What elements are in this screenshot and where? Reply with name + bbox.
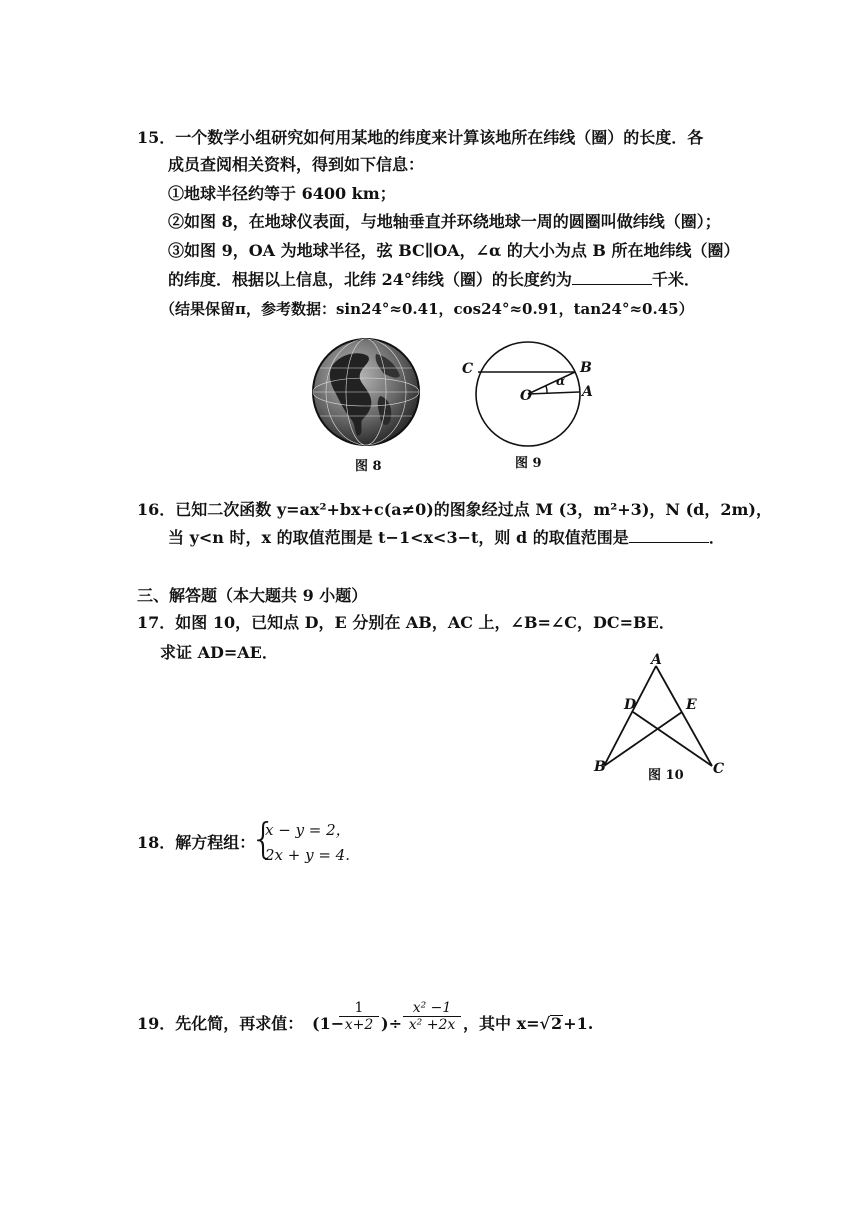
q15-line1: 15．一个数学小组研究如何用某地的纬度来计算该地所在纬线（圈）的长度．各 <box>137 128 704 147</box>
q19-suffix-post: +1. <box>563 1014 594 1033</box>
q18-prefix: 18．解方程组： <box>137 833 256 852</box>
q16-line2-post: ． <box>708 528 725 547</box>
q19-fraction-1 <box>339 1000 379 1033</box>
q16-line1: 16．已知二次函数 y=ax²+bx+c(a≠0)的图象经过点 M (3，m²+3)，N (d，2m)， <box>137 500 772 519</box>
fig9-label-b: B <box>580 360 592 376</box>
fig10-label-a: A <box>651 652 662 668</box>
system-brace: { <box>250 814 277 863</box>
q19-open: (1− <box>312 1014 345 1033</box>
sqrt-sign: √ <box>539 1014 551 1033</box>
fig9-label-a: A <box>582 384 593 400</box>
q19-sqrt-arg: 2 <box>551 1014 563 1033</box>
q15-line6 <box>168 270 700 290</box>
q15-item3: ③如图 9，OA 为地球半径，弦 BC∥OA，∠α 的大小为点 B 所在地纬线（圈） <box>168 241 740 260</box>
q19-frac2-num: x² −1 <box>403 1000 461 1017</box>
q16-answer-blank <box>629 528 709 543</box>
triangle-diagram <box>596 662 720 774</box>
q19-prefix: 19．先化简，再求值： <box>137 1014 304 1033</box>
q16-line2-pre: 当 y<n 时，x 的取值范围是 t−1<x<3−t，则 d 的取值范围是 <box>168 528 629 547</box>
q16-line2 <box>168 528 725 548</box>
globe-figure <box>310 336 422 448</box>
section3-title: 三、解答题（本大题共 9 小题） <box>137 586 368 605</box>
fig9-caption: 图 9 <box>515 456 542 471</box>
fig8-caption: 图 8 <box>355 459 382 474</box>
q19-suffix-pre: ，其中 x= <box>463 1014 540 1033</box>
fig10-label-d: D <box>624 697 637 713</box>
q19-suffix <box>463 1014 593 1034</box>
q15-answer-blank <box>572 270 652 285</box>
q18-eq1: x − y = 2， <box>265 821 351 839</box>
q19-frac1-den: x+2 <box>344 1017 374 1033</box>
fig10-caption: 图 10 <box>648 768 684 783</box>
fig10-label-e: E <box>686 697 697 713</box>
q15-line6-post: 千米． <box>651 270 700 289</box>
q15-item2: ②如图 8，在地球仪表面，与地轴垂直并环绕地球一周的圆圈叫做纬线（圈）； <box>168 212 721 231</box>
fig9-label-c: C <box>462 361 474 377</box>
fig9-label-o: O <box>520 388 533 404</box>
q19-fraction-2 <box>403 1000 461 1033</box>
q15-item1: ①地球半径约等于 6400 km； <box>168 184 396 203</box>
fig9-label-alpha: α <box>556 374 566 388</box>
q15-note: （结果保留π，参考数据：sin24°≈0.41，cos24°≈0.91，tan24°≈0.45） <box>160 300 694 318</box>
q15-line2: 成员查阅相关资料，得到如下信息： <box>168 155 425 174</box>
q15-line6-pre: 的纬度．根据以上信息，北纬 24°纬线（圈）的长度约为 <box>168 270 572 289</box>
fig10-label-b: B <box>594 759 606 775</box>
q17-line1: 17．如图 10，已知点 D，E 分别在 AB，AC 上，∠B=∠C，DC=BE． <box>137 613 675 632</box>
q18-eq2: 2x + y = 4. <box>265 846 350 864</box>
q19-mid: )÷ <box>381 1014 402 1033</box>
q19-frac1-num: 1 <box>339 1000 379 1017</box>
q17-line2: 求证 AD=AE． <box>160 643 278 662</box>
fig10-label-c: C <box>713 761 725 777</box>
q19-frac2-den: x² +2x <box>408 1017 456 1033</box>
